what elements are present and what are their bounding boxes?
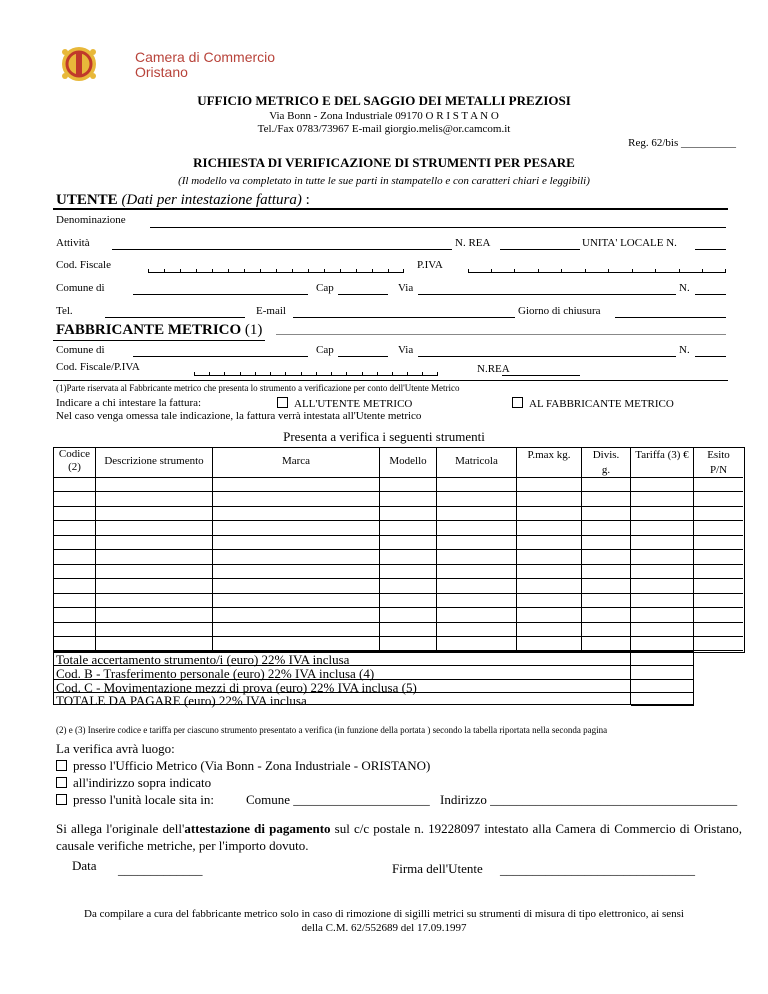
col-divis-label: Divis. g.	[592, 449, 620, 476]
fabbricante-heading-label: FABBRICANTE METRICO	[56, 322, 242, 338]
comune-label: Comune di	[56, 282, 105, 294]
luogo-option-indirizzo[interactable]	[56, 775, 211, 791]
fabbricante-heading-note: (1)	[244, 322, 263, 338]
logo-text-line1: Camera di Commercio	[135, 49, 276, 65]
form-title: RICHIESTA DI VERIFICAZIONE DI STRUMENTI PER PESARE	[193, 155, 575, 170]
office-address: Via Bonn - Zona Industriale 09170 O R I S T A N O	[269, 110, 499, 122]
checkbox-unita-locale[interactable]	[56, 794, 67, 805]
pagamento-text-bold: attestazione di pagamento	[184, 821, 331, 836]
logo-text-line2: Oristano	[135, 64, 188, 80]
col-pmax	[517, 448, 581, 463]
utente-heading-label: UTENTE	[56, 192, 118, 208]
email-label: E-mail	[256, 305, 286, 317]
footer-note-line2: della C.M. 62/552689 del 17.09.1997	[301, 922, 467, 934]
unita-locale-label: UNITA' LOCALE N.	[582, 237, 677, 249]
col-tariffa-label: Tariffa (3) €	[635, 449, 689, 461]
table-footnote: (2) e (3) Inserire codice e tariffa per ciascuno strumento presentato a verifica (in funzione della portata ) secondo la tabella riportata nella seconda pagina	[56, 725, 608, 735]
total-trasferimento: Cod. B - Trasferimento personale (euro) 22% IVA inclusa (4)	[56, 666, 375, 681]
col-esito-label: Esito P/N	[707, 449, 730, 476]
cod-fiscale-label: Cod. Fiscale	[56, 259, 111, 271]
utente-heading-colon: :	[305, 192, 310, 208]
fab-n-label: N.	[679, 344, 690, 356]
total-da-pagare: TOTALE DA PAGARE (euro) 22% IVA inclusa	[56, 693, 307, 708]
table-caption: Presenta a verifica i seguenti strumenti	[283, 429, 485, 444]
fattura-omission-note: Nel caso venga omessa tale indicazione, la fattura verrà intestata all'Utente metrico	[56, 410, 422, 422]
col-divis	[582, 448, 630, 478]
luogo-option-ufficio-label: presso l'Ufficio Metrico (Via Bonn - Zona Industriale - ORISTANO)	[73, 758, 431, 773]
office-title: UFFICIO METRICO E DEL SAGGIO DEI METALLI PREZIOSI	[197, 93, 571, 108]
fab-comune-label: Comune di	[56, 344, 105, 356]
fab-cap-label: Cap	[316, 344, 334, 356]
col-descrizione: Descrizione strumento	[104, 455, 204, 467]
fab-n-rea-label: N.REA	[477, 363, 510, 375]
footer-note-line1: Da compilare a cura del fabbricante metrico solo in caso di rimozione di sigilli metrici su strumenti di misura di tipo elettronico, ai sensi	[84, 908, 684, 920]
tel-label: Tel.	[56, 305, 73, 317]
col-matricola: Matricola	[455, 455, 498, 467]
fab-cod-fiscale-label: Cod. Fiscale/P.IVA	[56, 361, 140, 373]
register-number: Reg. 62/bis __________	[628, 137, 736, 149]
fattura-option-utente-label: ALL'UTENTE METRICO	[294, 398, 413, 410]
total-accertamento: Totale accertamento strumento/i (euro) 22% IVA inclusa	[56, 652, 350, 667]
fattura-option-fabbricante-label: AL FABBRICANTE METRICO	[529, 398, 674, 410]
luogo-option-unita-locale[interactable]	[56, 792, 214, 808]
luogo-comune-field[interactable]: Comune _____________________	[246, 792, 430, 807]
utente-heading-note: (Dati per intestazione fattura)	[121, 192, 302, 208]
col-codice-label: Codice (2)	[58, 448, 91, 473]
col-tariffa	[631, 448, 693, 463]
firma-label: Firma dell'Utente	[392, 861, 483, 876]
col-modello: Modello	[389, 455, 427, 467]
n-label: N.	[679, 282, 690, 294]
piva-label: P.IVA	[417, 259, 443, 271]
fattura-label: Indicare a chi intestare la fattura:	[56, 397, 202, 409]
luogo-option-ufficio[interactable]	[56, 758, 430, 774]
pagamento-text-pre: Si allega l'originale dell'	[56, 821, 185, 836]
col-marca: Marca	[281, 455, 311, 467]
data-field[interactable]: _____________	[118, 862, 203, 877]
giorno-chiusura-label: Giorno di chiusura	[518, 305, 601, 317]
firma-field[interactable]: ______________________________	[500, 862, 695, 877]
fab-via-label: Via	[398, 344, 414, 356]
attivita-label: Attività	[56, 237, 90, 249]
luogo-heading: La verifica avrà luogo:	[56, 741, 175, 756]
luogo-option-unita-locale-label: presso l'unità locale sita in:	[73, 792, 214, 807]
cap-label: Cap	[316, 282, 334, 294]
luogo-indirizzo-field[interactable]: Indirizzo ______________________________________	[440, 792, 738, 807]
total-movimentazione: Cod. C - Movimentazione mezzi di prova (euro) 22% IVA inclusa (5)	[56, 680, 417, 695]
pagamento-text	[56, 820, 742, 854]
col-pmax-label: P.max kg.	[527, 449, 571, 461]
form-subtitle: (Il modello va completato in tutte le sue parti in stampatello e con caratteri chiari e leggibili)	[178, 175, 590, 187]
fabbricante-note: (1)Parte riservata al Fabbricante metrico che presenta lo strumento a verificazione per conto dell'Utente Metrico	[56, 383, 460, 393]
col-codice	[54, 448, 95, 474]
checkbox-ufficio[interactable]	[56, 760, 67, 771]
via-label: Via	[398, 282, 414, 294]
col-esito	[694, 448, 743, 478]
data-label: Data	[72, 858, 97, 873]
luogo-option-indirizzo-label: all'indirizzo sopra indicato	[73, 775, 212, 790]
checkbox-indirizzo[interactable]	[56, 777, 67, 788]
n-rea-label: N. REA	[455, 237, 491, 249]
pagamento-text-post: sul c/c postale n. 19228097 intestato alla Camera di Commercio di Oristano, causale verifiche metriche, per l'importo dovuto.	[56, 821, 742, 853]
office-contacts: Tel./Fax 0783/73967 E-mail giorgio.melis@or.camcom.it	[257, 123, 511, 135]
denominazione-label: Denominazione	[56, 214, 126, 226]
